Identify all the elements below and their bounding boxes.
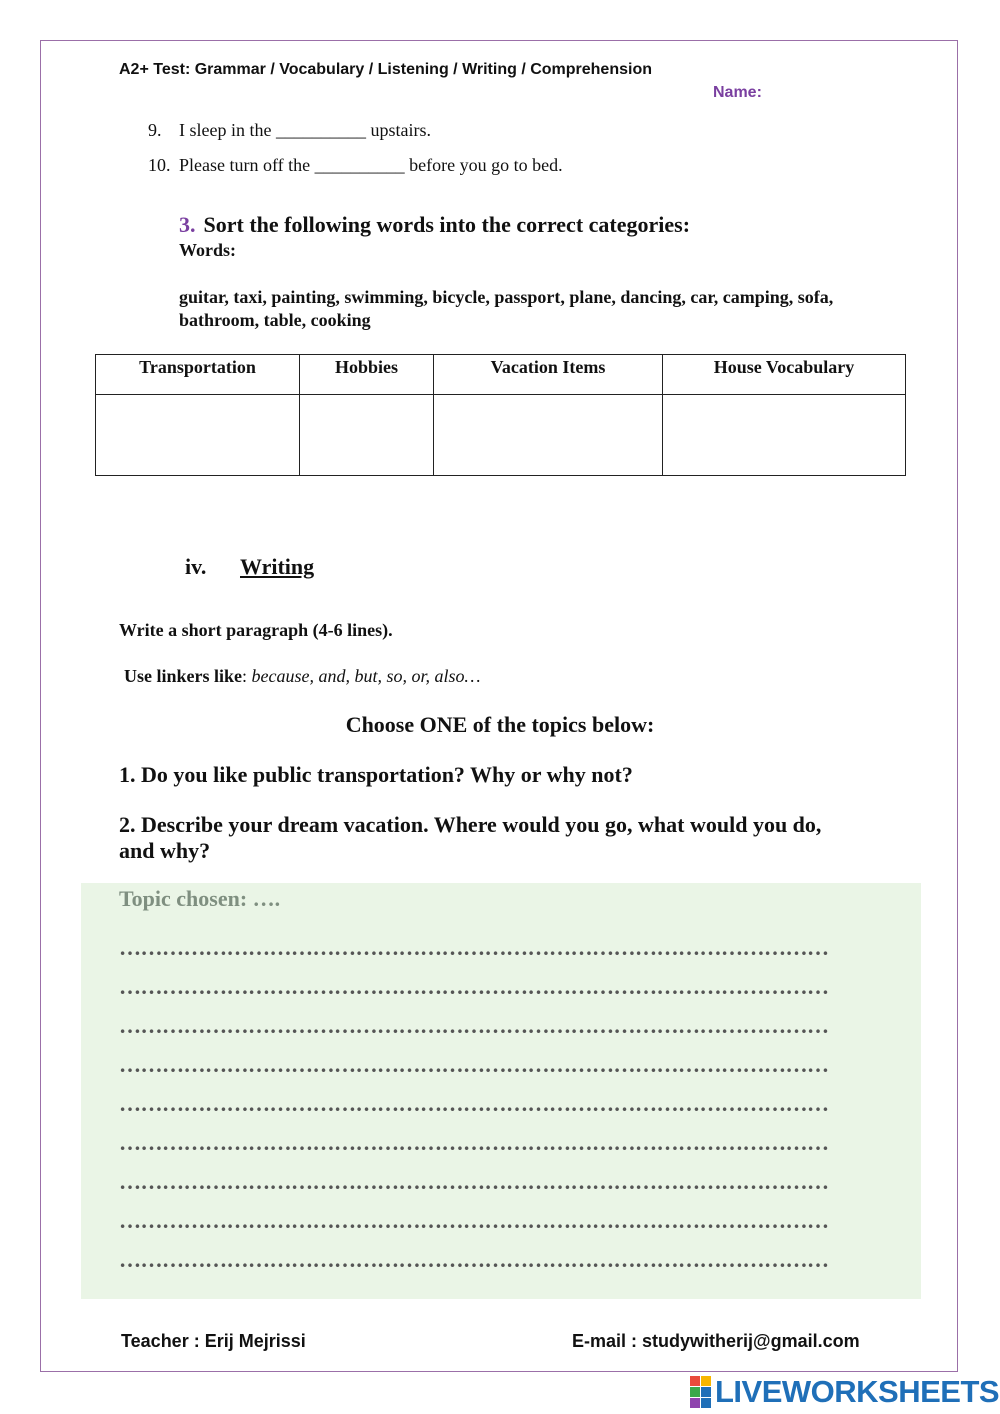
logo-icon xyxy=(690,1376,711,1408)
question-number: 10. xyxy=(148,155,171,175)
linkers-label: Use linkers like xyxy=(124,666,243,686)
logo-square xyxy=(690,1398,700,1408)
writing-instruction: Write a short paragraph (4-6 lines). xyxy=(119,620,393,640)
test-title: A2+ Test: Grammar / Vocabulary / Listening / Writing / Comprehension xyxy=(119,61,652,78)
header-hobbies: Hobbies xyxy=(300,355,434,395)
writing-heading xyxy=(185,554,314,580)
section-3-heading xyxy=(179,212,690,238)
linkers-examples: because, and, but, so, or, also… xyxy=(251,666,481,686)
section-number: 3. xyxy=(179,212,196,237)
words-list: guitar, taxi, painting, swimming, bicycle, passport, plane, dancing, car, camping, sofa, bathroom, table, cooking xyxy=(179,287,834,330)
liveworksheets-logo[interactable] xyxy=(690,1374,999,1410)
teacher-name: Teacher : Erij Mejrissi xyxy=(121,1331,306,1351)
question-text: Please turn off the __________ before you go to bed. xyxy=(179,155,563,175)
header-house-vocabulary: House Vocabulary xyxy=(663,355,906,395)
answer-line[interactable]: ……………………………………………………………………………………… xyxy=(119,1091,829,1116)
categories-table xyxy=(95,354,906,476)
question-number: 9. xyxy=(148,120,162,140)
answer-cell-house-vocabulary[interactable] xyxy=(663,395,906,476)
answer-line[interactable]: ……………………………………………………………………………………… xyxy=(119,974,829,999)
topic-2: 2. Describe your dream vacation. Where would you go, what would you do, and why? xyxy=(119,812,822,863)
answer-line[interactable]: ……………………………………………………………………………………… xyxy=(119,1013,829,1038)
linkers-colon: : xyxy=(242,666,248,686)
answer-line[interactable]: ……………………………………………………………………………………… xyxy=(119,1052,829,1077)
topic-1: 1. Do you like public transportation? Why or why not? xyxy=(119,762,633,787)
logo-square xyxy=(701,1398,711,1408)
answer-line[interactable]: ……………………………………………………………………………………… xyxy=(119,1169,829,1194)
name-label: Name: xyxy=(713,84,762,101)
section-roman: iv. xyxy=(185,554,207,579)
logo-square xyxy=(701,1387,711,1397)
linkers-line xyxy=(124,666,481,687)
logo-square xyxy=(690,1387,700,1397)
answer-line[interactable]: ……………………………………………………………………………………… xyxy=(119,1247,829,1272)
question-9 xyxy=(148,120,431,141)
section-title: Sort the following words into the correct categories: xyxy=(203,212,691,237)
topic-chosen-label[interactable]: Topic chosen: …. xyxy=(119,886,281,911)
header-vacation-items: Vacation Items xyxy=(434,355,663,395)
answer-cell-vacation-items[interactable] xyxy=(434,395,663,476)
question-text: I sleep in the __________ upstairs. xyxy=(179,120,431,140)
logo-text: LIVEWORKSHEETS xyxy=(715,1374,1000,1409)
answer-cell-transportation[interactable] xyxy=(96,395,300,476)
teacher-email: E-mail : studywitherij@gmail.com xyxy=(572,1331,860,1351)
question-10 xyxy=(148,155,563,176)
choose-topic-heading: Choose ONE of the topics below: xyxy=(345,712,655,737)
answer-cell-hobbies[interactable] xyxy=(300,395,434,476)
answer-line[interactable]: ……………………………………………………………………………………… xyxy=(119,1208,829,1233)
answer-line[interactable]: ……………………………………………………………………………………… xyxy=(119,935,829,960)
logo-square xyxy=(701,1376,711,1386)
logo-square xyxy=(690,1376,700,1386)
answer-line[interactable]: ……………………………………………………………………………………… xyxy=(119,1130,829,1155)
header-transportation: Transportation xyxy=(96,355,300,395)
words-label: Words: xyxy=(179,240,237,260)
writing-title: Writing xyxy=(240,554,315,579)
